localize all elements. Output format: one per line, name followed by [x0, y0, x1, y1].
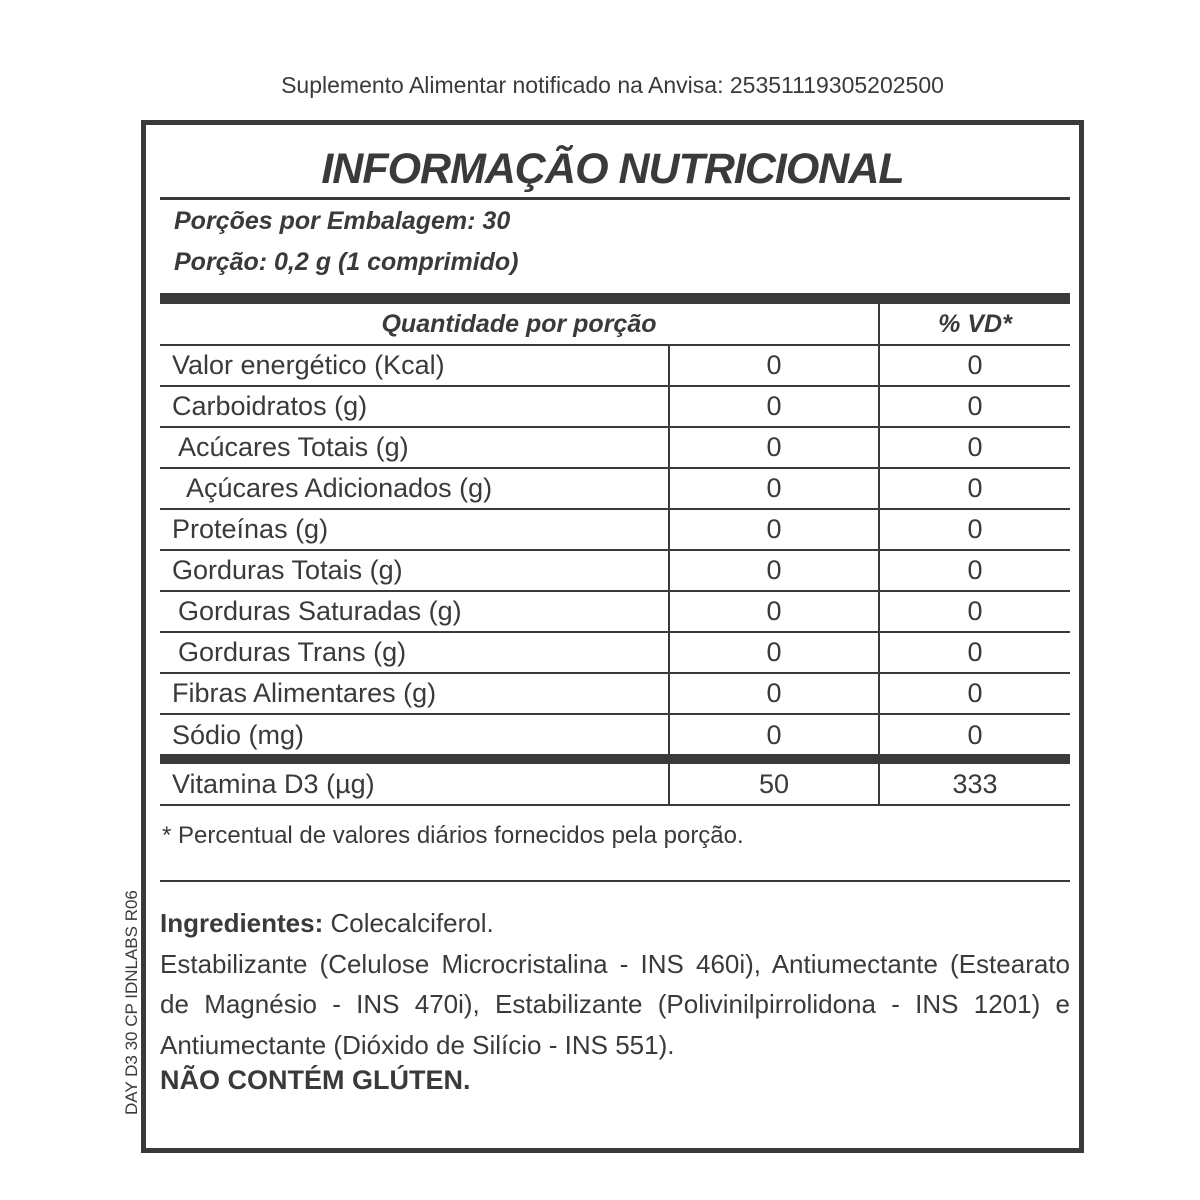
nutrient-dv: 0: [878, 510, 1070, 549]
gluten-notice: NÃO CONTÉM GLÚTEN.: [160, 1065, 471, 1095]
nutrient-quantity: 50: [668, 764, 878, 804]
table-row: [160, 346, 1070, 387]
nutrient-quantity: 0: [668, 551, 878, 590]
table-row: [160, 633, 1070, 674]
nutrient-dv: 0: [878, 346, 1070, 385]
ingredients-label: Ingredientes:: [160, 908, 324, 938]
nutrient-name: Sódio (mg): [172, 720, 305, 750]
nutrient-dv: 0: [878, 387, 1070, 426]
table-row: [160, 510, 1070, 551]
nutrient-dv: 333: [878, 764, 1070, 804]
ingredients-text: Estabilizante (Celulose Microcristalina - INS 460i), Antiumectante (Estearato de Magnésio - INS 470i), Estabilizante (Polivinilpirrolidona - INS 1201) e Antiumectante (Dióxido de Silício - INS 551).: [160, 948, 1070, 1060]
product-code: DAY D3 30 CP IDNLABS R06: [122, 890, 141, 1115]
nutrient-name: Acúcares Totais (g): [178, 432, 409, 462]
nutrient-dv: 0: [878, 674, 1070, 713]
header-quantity: Quantidade por porção: [381, 309, 657, 338]
nutrient-dv: 0: [878, 633, 1070, 672]
nutrient-name: Proteínas (g): [172, 514, 329, 544]
nutrient-dv: 0: [878, 715, 1070, 756]
footnote: * Percentual de valores diários fornecidos pela porção.: [162, 822, 744, 849]
thick-divider: [160, 293, 1070, 304]
nutrient-name: Valor energético (Kcal): [172, 350, 445, 380]
nutrient-dv: 0: [878, 428, 1070, 467]
thick-divider: [160, 754, 1070, 764]
nutrition-label: [141, 120, 1084, 1153]
nutrient-name: Fibras Alimentares (g): [172, 678, 437, 708]
table-header-row: [160, 304, 1070, 346]
anvisa-notice: Suplemento Alimentar notificado na Anvisa: 25351119305202500: [281, 72, 944, 98]
nutrient-quantity: 0: [668, 428, 878, 467]
nutrient-name: Gorduras Trans (g): [178, 637, 407, 667]
nutrient-quantity: 0: [668, 387, 878, 426]
table-row: [160, 592, 1070, 633]
nutrient-quantity: 0: [668, 715, 878, 756]
table-row: [160, 551, 1070, 592]
nutrient-quantity: 0: [668, 674, 878, 713]
nutrient-name: Carboidratos (g): [172, 391, 368, 421]
nutrient-dv: 0: [878, 592, 1070, 631]
nutrient-name: Açúcares Adicionados (g): [186, 473, 493, 503]
nutrient-quantity: 0: [668, 510, 878, 549]
table-row: [160, 387, 1070, 428]
vitamin-row: [160, 764, 1070, 806]
ingredients-first-line: [160, 903, 1070, 944]
nutrient-name: Gorduras Saturadas (g): [178, 596, 462, 626]
nutrient-quantity: 0: [668, 592, 878, 631]
table-row: [160, 674, 1070, 715]
ingredients-block: [160, 903, 1070, 1065]
divider: [160, 197, 1070, 200]
servings-per-package: Porções por Embalagem: 30: [174, 207, 511, 235]
nutrient-dv: 0: [878, 551, 1070, 590]
divider: [160, 880, 1070, 882]
header-dv: % VD*: [878, 304, 1070, 344]
nutrient-dv: 0: [878, 469, 1070, 508]
nutrient-quantity: 0: [668, 346, 878, 385]
label-title: INFORMAÇÃO NUTRICIONAL: [321, 145, 904, 193]
nutrient-name: Gorduras Totais (g): [172, 555, 403, 585]
table-row: [160, 715, 1070, 756]
ingredients-main: Colecalciferol.: [323, 908, 494, 938]
nutrient-name: Vitamina D3 (µg): [172, 768, 375, 799]
serving-size: Porção: 0,2 g (1 comprimido): [174, 248, 519, 276]
table-row: [160, 428, 1070, 469]
nutrient-quantity: 0: [668, 633, 878, 672]
table-row: [160, 469, 1070, 510]
nutrient-quantity: 0: [668, 469, 878, 508]
